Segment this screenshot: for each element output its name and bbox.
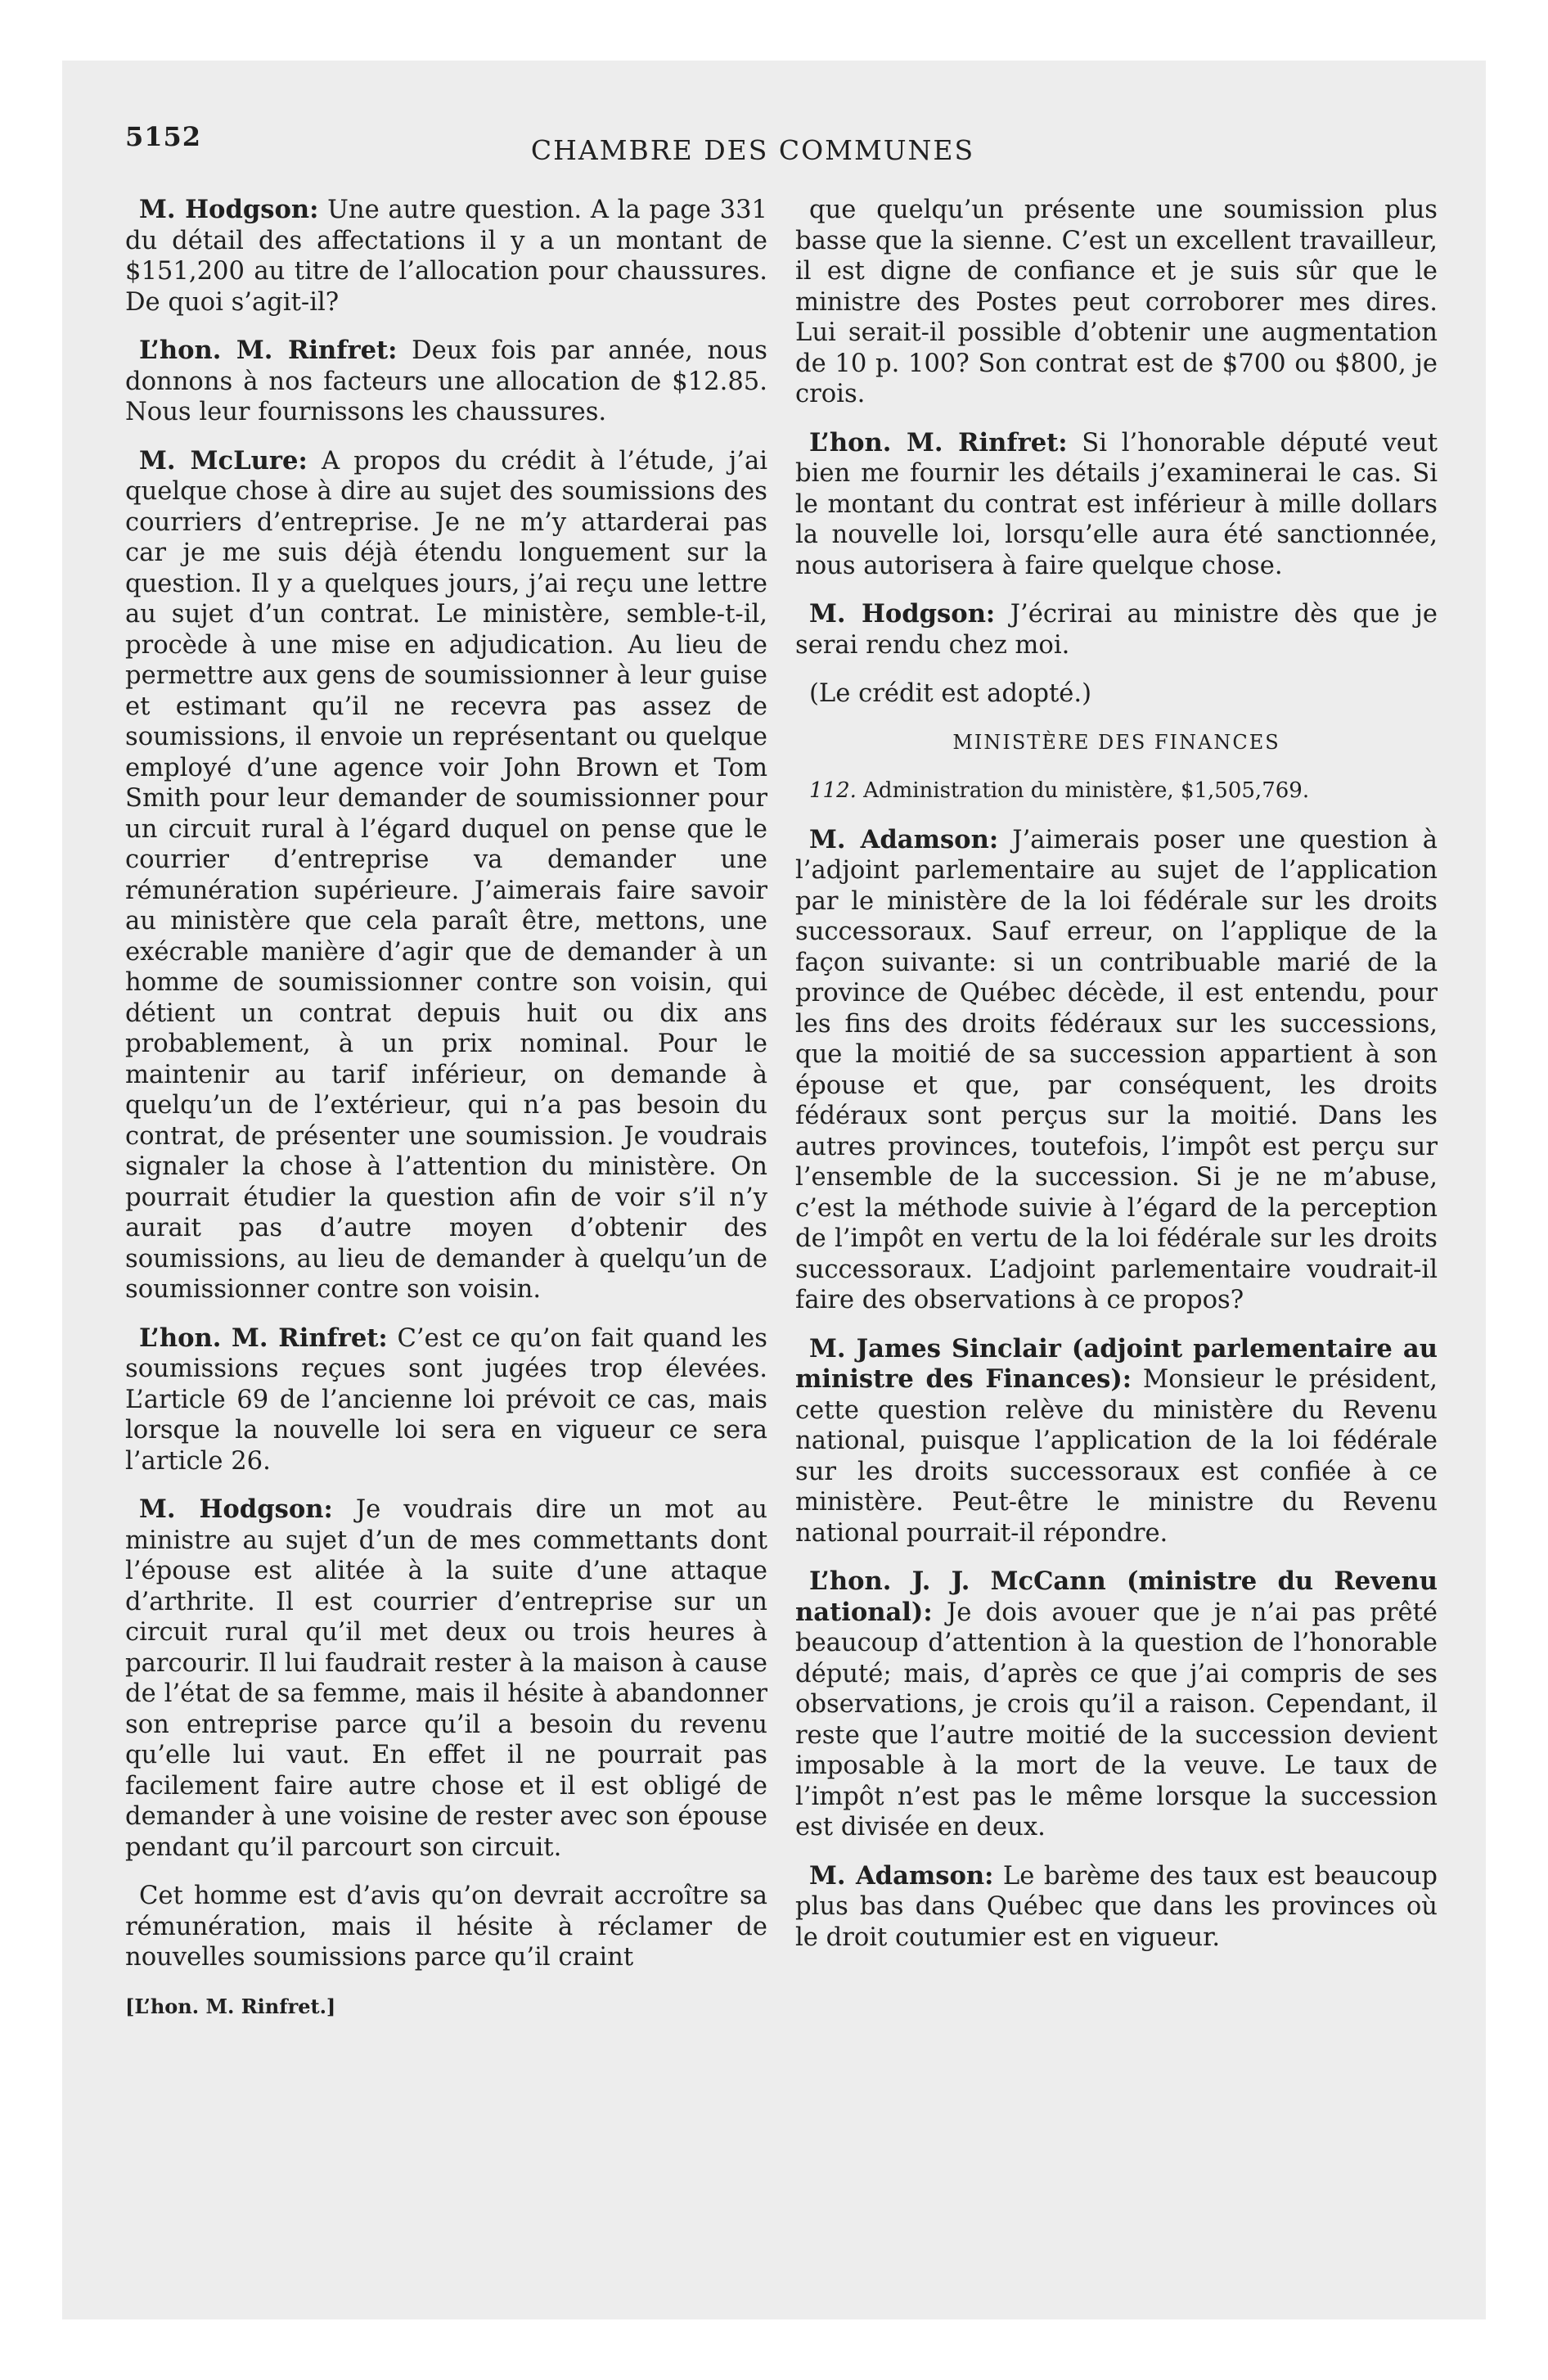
paragraph: [795, 1566, 1438, 1843]
paragraph: [125, 336, 767, 428]
footer-attribution: [L’hon. M. Rinfret.]: [125, 1994, 336, 2018]
paragraph: [125, 195, 767, 318]
paragraph: [795, 195, 1438, 410]
paragraph: [795, 599, 1438, 660]
speaker-name: M. Adamson:: [809, 1860, 994, 1891]
paragraph: [125, 1494, 767, 1863]
page-number: 5152: [125, 121, 202, 152]
speaker-name: M. Hodgson:: [139, 195, 319, 224]
paragraph: [125, 446, 767, 1305]
speaker-name: L’hon. M. Rinfret:: [139, 1323, 388, 1353]
paragraph: [125, 1881, 767, 1973]
speech-text: Je voudrais dire un mot au ministre au sujet d’un de mes commettants dont l’épouse est alitée à la suite d’une attaque d’arthrite. Il est courrier d’entreprise sur un circuit rural qu’il met deux ou trois heures à parcourir. Il lui faudrait rester à la maison à cause de l’état de sa femme, mais il hésite à abandonner son entreprise parce qu’il a besoin du revenu qu’elle lui vaut. En effet il ne pourrait pas facilement faire autre chose et il est obligé de demander à une voisine de rester avec son épouse pendant qu’il parcourt son circuit.: [125, 1495, 767, 1862]
speaker-name: M. Adamson:: [809, 824, 999, 854]
speech-text: Monsieur le président, cette question relève du ministère du Revenu national, puisque l’application de la loi fédérale sur les droits successoraux est confiée à ce ministère. Peut-être le ministre du Revenu national pourrait-il répondre.: [795, 1365, 1438, 1548]
speaker-name: M. Hodgson:: [139, 1494, 333, 1524]
speech-text: (Le crédit est adopté.): [809, 679, 1092, 708]
left-column: [125, 195, 767, 2022]
speech-text: Cet homme est d’avis qu’on devrait accroître sa rémunération, mais il hésite à réclamer de nouvelles soumissions parce qu’il craint: [125, 1882, 767, 1972]
speaker-name: L’hon. J. J. McCann (ministre du Revenu national):: [795, 1566, 1438, 1627]
vote-number: 112.: [809, 778, 857, 803]
section-heading: MINISTÈRE DES FINANCES: [952, 730, 1280, 754]
vote-line: [795, 776, 1438, 807]
paragraph: [125, 1323, 767, 1477]
speech-text: que quelqu’un présente une soumission plus basse que la sienne. C’est un excellent travailleur, il est digne de confiance et je suis sûr que le ministre des Postes peut corroborer mes dires. Lui serait-il possible d’obtenir une augmentation de 10 p. 100? Son contrat est de $700 ou $800, je crois.: [795, 196, 1438, 408]
speaker-name: M. McLure:: [139, 445, 308, 476]
speech-text: A propos du crédit à l’étude, j’ai quelque chose à dire au sujet des soumissions des courriers d’entreprise. Je ne m’y attarderai pas car je me suis déjà étendu longuement sur la question. Il y a quelques jours, j’ai reçu une lettre au sujet d’un contrat. Le ministère, semble-t-il, procède à une mise en adjudication. Au lieu de permettre aux gens de soumissionner à leur guise et estimant qu’il ne recevra pas assez de soumissions, il envoie un représentant ou quelque employé d’une agence voir John Brown et Tom Smith pour leur demander de soumissionner pour un circuit rural à l’égard duquel on pense que le courrier d’entreprise va demander une rémunération supérieure. J’aimerais faire savoir au ministère que cela paraît être, mettons, une exécrable manière d’agir que de demander à un homme de soumissionner contre son voisin, qui détient un contrat depuis huit ou dix ans probablement, à un prix nominal. Pour le maintenir au tarif inférieur, on demande à quelqu’un de l’extérieur, qui n’a pas besoin du contrat, de présenter une soumission. Je voudrais signaler la chose à l’attention du ministère. On pourrait étudier la question afin de voir s’il n’y aurait pas d’autre moyen d’obtenir des soumissions, au lieu de demander à quelqu’un de soumissionner contre son voisin.: [125, 446, 767, 1304]
speech-text: Une autre question. A la page 331 du détail des affectations il y a un montant de $151,200 au titre de l’allocation pour chaussures. De quoi s’agit-il?: [125, 196, 767, 317]
speaker-name: M. Hodgson:: [809, 599, 996, 629]
paragraph: [795, 825, 1438, 1316]
paragraph: [795, 1334, 1438, 1549]
paragraph: [795, 1861, 1438, 1954]
speech-text: Si l’honorable député veut bien me fournir les détails j’examinerai le cas. Si le montant du contrat est inférieur à mille dollars la nouvelle loi, lorsqu’elle aura été sanctionnée, nous autorisera à faire quelque chose.: [795, 428, 1438, 580]
speech-text: J’écrirai au ministre dès que je serai rendu chez moi.: [795, 600, 1438, 660]
speech-text: Je dois avouer que je n’ai pas prêté beaucoup d’attention à la question de l’honorable député; mais, d’après ce que j’ai compris de ses observations, je crois qu’il a raison. Cependant, il reste que l’autre moitié de la succession devient imposable à la mort de la veuve. Le taux de l’impôt n’est pas le même lorsque la succession est divisée en deux.: [795, 1598, 1438, 1841]
speech-text: Deux fois par année, nous donnons à nos facteurs une allocation de $12.85. Nous leur fournissons les chaussures.: [125, 336, 767, 426]
paragraph: [795, 428, 1438, 582]
speaker-name: L’hon. M. Rinfret:: [139, 336, 398, 365]
running-head: CHAMBRE DES COMMUNES: [530, 134, 975, 166]
speech-text: C’est ce qu’on fait quand les soumissions reçues sont jugées trop élevées. L’article 69 de l’ancienne loi prévoit ce cas, mais lorsque la nouvelle loi sera en vigueur ce sera l’article 26.: [125, 1323, 767, 1476]
paragraph: [795, 678, 1438, 710]
vote-text: Administration du ministère, $1,505,769.: [856, 778, 1310, 803]
right-column: [795, 195, 1438, 1971]
speech-text: J’aimerais poser une question à l’adjoint parlementaire au sujet de l’application par le ministère de la loi fédérale sur les droits successoraux. Sauf erreur, on l’applique de la façon suivante: si un contribuable marié de la province de Québec décède, il est entendu, pour les fins des droits fédéraux sur les successions, que la moitié de sa succession appartient à son épouse et que, par conséquent, les droits fédéraux sont perçus sur la moitié. Dans les autres provinces, toutefois, l’impôt est perçu sur l’ensemble de la succession. Si je ne m’abuse, c’est la méthode suivie à l’égard de la perception de l’impôt en vertu de la loi fédérale sur les droits successoraux. L’adjoint parlementaire voudrait-il faire des observations à ce propos?: [795, 825, 1438, 1314]
speaker-name: M. James Sinclair (adjoint parlementaire au ministre des Finances):: [795, 1333, 1438, 1394]
speaker-name: L’hon. M. Rinfret:: [809, 427, 1068, 458]
speech-text: Le barème des taux est beaucoup plus bas dans Québec que dans les provinces où le droit coutumier est en vigueur.: [795, 1861, 1438, 1952]
